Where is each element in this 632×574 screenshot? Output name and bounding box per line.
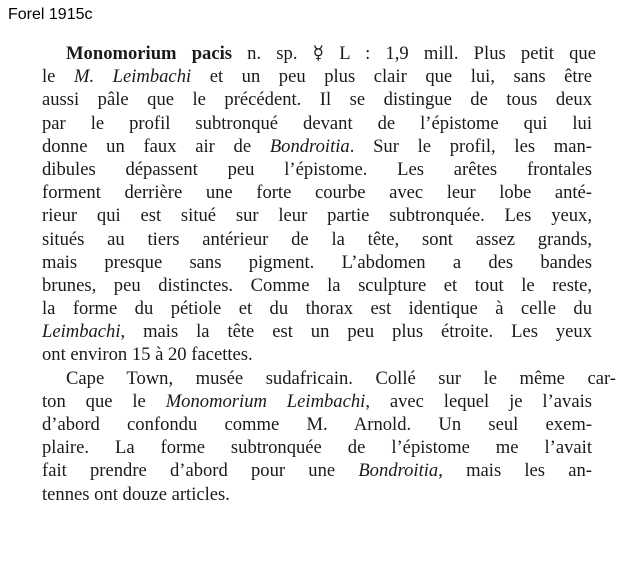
text-segment: fait prendre d’abord pour une [42, 460, 359, 482]
species-name: Monomorium pacis [66, 43, 232, 64]
text-line [42, 251, 592, 274]
document-page [42, 42, 616, 506]
text-segment: ton que le [42, 390, 166, 412]
text-segment: donne un faux air de [42, 135, 270, 157]
text-line [42, 181, 592, 204]
text-line [42, 228, 592, 251]
text-segment: dibules dépassent peu l’épistome. Les arêtes frontales [42, 158, 592, 180]
text-line [42, 343, 592, 366]
text-segment: plaire. La forme subtronquée de l’épistome me l’avait [42, 437, 592, 459]
text-segment: aussi pâle que le précédent. Il se distingue de tous deux [42, 89, 592, 111]
text-segment: le [42, 66, 74, 88]
text-segment: n. sp. ☿ L : 1,9 mill. Plus petit que [232, 43, 596, 64]
text-segment: , avec lequel je l’avais [365, 390, 592, 412]
text-segment: et un peu plus clair que lui, sans être [191, 66, 592, 88]
text-line [42, 367, 616, 390]
italic-term: M. Leimbachi [73, 66, 192, 88]
italic-term: Leimbachi [42, 321, 121, 343]
text-segment: rieur qui est situé sur leur partie subtronquée. Les yeux, [42, 205, 592, 227]
text-line [42, 204, 592, 227]
document-body [42, 42, 616, 506]
italic-term: Bondroitia [358, 460, 439, 482]
text-line [42, 65, 592, 88]
text-segment: situés au tiers antérieur de la tête, sont assez grands, [42, 228, 592, 250]
text-line [42, 436, 592, 459]
italic-term: Monomorium Leimbachi [165, 390, 366, 412]
text-segment: par le profil subtronqué devant de l’épistome qui lui [42, 112, 592, 134]
text-segment: mais presque sans pigment. L’abdomen a des bandes [42, 251, 592, 273]
text-line [42, 459, 592, 482]
text-segment: d’abord confondu comme M. Arnold. Un seul exem- [42, 414, 592, 435]
text-segment: ont environ 15 à 20 facettes. [42, 344, 253, 366]
text-segment: . Sur le profil, les man- [349, 135, 592, 157]
source-label: Forel 1915c [8, 6, 93, 23]
text-line [42, 88, 592, 111]
text-line [42, 390, 592, 413]
text-line [42, 483, 592, 506]
text-line [42, 135, 592, 158]
text-segment: brunes, peu distinctes. Comme la sculpture et tout le reste, [42, 274, 592, 296]
text-line [42, 320, 592, 343]
text-line [42, 274, 592, 297]
text-segment: forment derrière une forte courbe avec leur lobe anté- [42, 182, 592, 204]
text-line [42, 158, 592, 181]
text-segment: , mais les an- [438, 460, 592, 482]
paragraph [42, 42, 596, 367]
paragraph [42, 367, 616, 506]
text-line [42, 112, 592, 135]
text-segment: la forme du pétiole et du thorax est identique à celle du [42, 298, 592, 320]
text-segment: tennes ont douze articles. [42, 483, 230, 505]
italic-term: Bondroitia [269, 135, 350, 157]
text-line [66, 42, 596, 65]
text-segment: , mais la tête est un peu plus étroite. Les yeux [120, 321, 592, 343]
text-segment: Cape Town, musée sudafricain. Collé sur le même car- [66, 367, 616, 389]
text-line [42, 413, 592, 436]
text-line [42, 297, 592, 320]
